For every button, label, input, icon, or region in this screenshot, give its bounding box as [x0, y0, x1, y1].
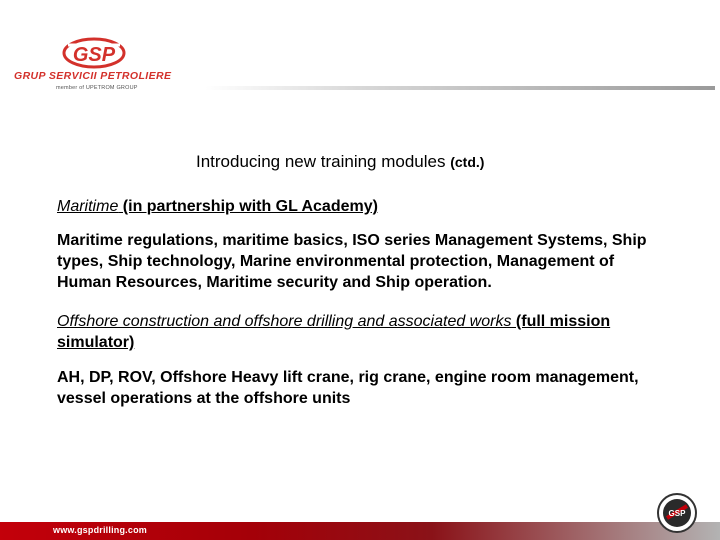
company-name: GRUP SERVICII PETROLIERE [14, 70, 172, 82]
section-heading-italic: Offshore construction and offshore drilling and associated works [57, 313, 512, 330]
section-body-offshore: AH, DP, ROV, Offshore Heavy lift crane, rig crane, engine room management, vessel operations at the offshore units [57, 369, 639, 407]
member-text: member of UPETROM GROUP [56, 85, 138, 91]
seal-label: GSP [668, 509, 686, 518]
section-body-maritime: Maritime regulations, maritime basics, ISO series Management Systems, Ship types, Ship technology, Marine environmental protection, Management of Human Resources, Maritime security and Ship operation. [57, 232, 647, 291]
slide-title-main: Introducing new training modules [196, 152, 451, 171]
slide-title-suffix: (ctd.) [450, 154, 485, 170]
slide-content [57, 196, 657, 409]
gsp-logo-icon [62, 36, 126, 70]
seal-icon [656, 492, 698, 534]
gsp-logo [12, 36, 202, 96]
section-heading-italic: Maritime [57, 198, 119, 215]
footer-url: www.gspdrilling.com [53, 525, 147, 535]
logo-mark-text: GSP [72, 44, 116, 66]
section-heading-offshore [57, 311, 657, 353]
section-heading-maritime [57, 196, 657, 217]
header-divider [205, 86, 715, 90]
section-heading-bold: (full mission simulator) [57, 313, 611, 351]
slide-title [196, 152, 484, 172]
section-heading-bold: (in partnership with GL Academy) [118, 198, 378, 215]
